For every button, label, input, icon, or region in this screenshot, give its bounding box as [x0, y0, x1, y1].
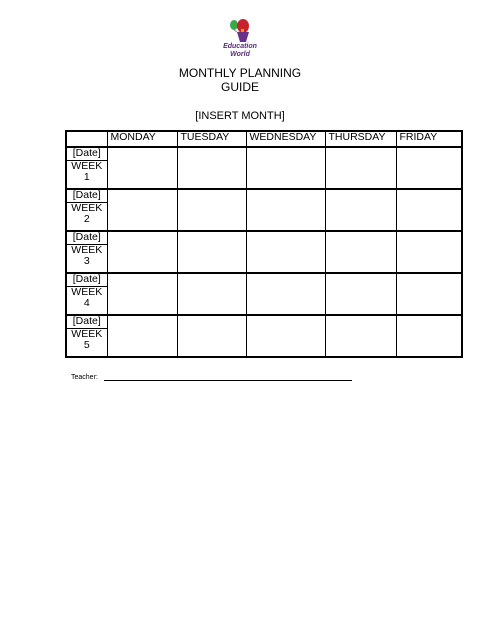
logo-text-line1: Education	[223, 43, 257, 50]
header-day-thursday: THURSDAY	[325, 131, 396, 147]
date-label[interactable]: [Date]	[66, 147, 107, 161]
date-row	[66, 315, 462, 329]
page-title-line2: GUIDE	[220, 80, 259, 94]
date-label[interactable]: [Date]	[66, 273, 107, 287]
plan-cell[interactable]	[246, 231, 325, 273]
plan-cell[interactable]	[246, 315, 325, 357]
week-number: 5	[83, 339, 90, 351]
plan-cell[interactable]	[177, 315, 246, 357]
date-row	[66, 231, 462, 245]
plan-cell[interactable]	[107, 147, 177, 189]
date-row	[66, 189, 462, 203]
logo-text-line2: World	[230, 51, 250, 58]
week-label	[66, 161, 107, 190]
plan-cell[interactable]	[396, 315, 462, 357]
week-word: WEEK	[71, 160, 103, 172]
month-placeholder: [INSERT MONTH]	[195, 110, 285, 122]
plan-cell[interactable]	[246, 273, 325, 315]
planning-table	[65, 130, 463, 358]
plan-cell[interactable]	[396, 231, 462, 273]
plan-cell[interactable]	[177, 231, 246, 273]
plan-cell[interactable]	[177, 147, 246, 189]
week-word: WEEK	[71, 244, 103, 256]
week-label	[66, 329, 107, 358]
week-label	[66, 287, 107, 316]
education-world-logo	[212, 16, 268, 60]
teacher-label: Teacher:	[71, 374, 98, 381]
teacher-name-field[interactable]	[104, 380, 352, 381]
header-day-wednesday: WEDNESDAY	[246, 131, 325, 147]
date-label[interactable]: [Date]	[66, 189, 107, 203]
plan-cell[interactable]	[177, 273, 246, 315]
plan-cell[interactable]	[325, 273, 396, 315]
header-row	[66, 131, 462, 147]
week-number: 1	[83, 171, 90, 183]
header-corner-cell	[66, 131, 107, 147]
plan-cell[interactable]	[396, 273, 462, 315]
week-number: 4	[83, 297, 90, 309]
date-row	[66, 273, 462, 287]
header-day-monday: MONDAY	[107, 131, 177, 147]
header-day-tuesday: TUESDAY	[177, 131, 246, 147]
plan-cell[interactable]	[325, 315, 396, 357]
week-label	[66, 203, 107, 232]
header-day-friday: FRIDAY	[396, 131, 462, 147]
plan-cell[interactable]	[325, 147, 396, 189]
plan-cell[interactable]	[107, 315, 177, 357]
week-word: WEEK	[71, 286, 103, 298]
plan-cell[interactable]	[107, 273, 177, 315]
plan-cell[interactable]	[107, 231, 177, 273]
week-number: 2	[83, 213, 90, 225]
plan-cell[interactable]	[107, 189, 177, 231]
plan-cell[interactable]	[246, 189, 325, 231]
page-title	[0, 66, 480, 94]
week-label	[66, 245, 107, 274]
plan-cell[interactable]	[325, 189, 396, 231]
date-row	[66, 147, 462, 161]
plan-cell[interactable]	[177, 189, 246, 231]
plan-cell[interactable]	[396, 147, 462, 189]
plan-cell[interactable]	[246, 147, 325, 189]
page-title-line1: MONTHLY PLANNING	[178, 66, 302, 80]
week-word: WEEK	[71, 328, 103, 340]
plan-cell[interactable]	[325, 231, 396, 273]
balloon-logo-icon	[212, 16, 268, 44]
date-label[interactable]: [Date]	[66, 315, 107, 329]
week-number: 3	[83, 255, 90, 267]
week-word: WEEK	[71, 202, 103, 214]
date-label[interactable]: [Date]	[66, 231, 107, 245]
plan-cell[interactable]	[396, 189, 462, 231]
